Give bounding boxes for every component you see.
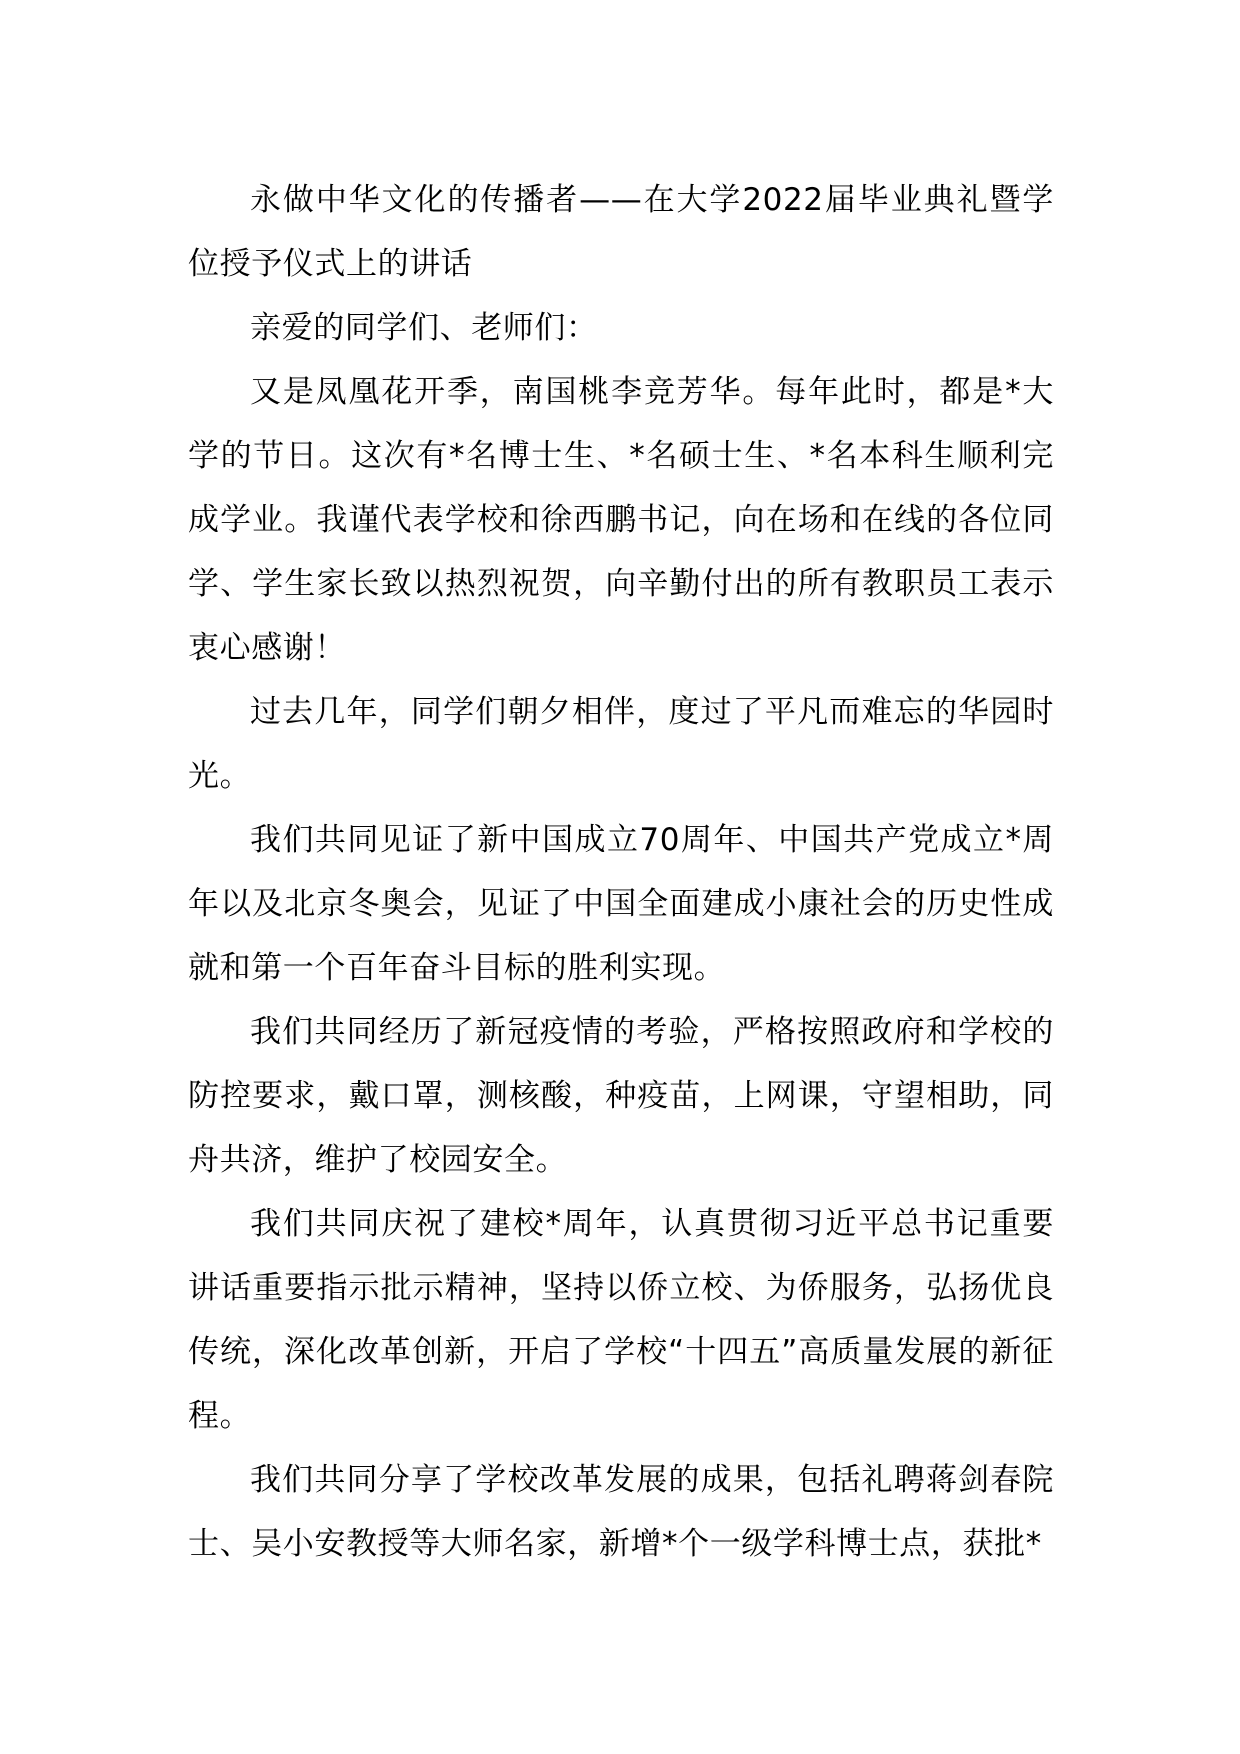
paragraph-1: 又是凤凰花开季，南国桃李竞芳华。每年此时，都是*大学的节日。这次有*名博士生、*名硕士生、*名本科生顺利完成学业。我谨代表学校和徐西鹏书记，向在场和在线的各位同学、学生家长致以热烈祝贺，向辛勤付出的所有教职员工表示衷心感谢！ — [188, 374, 1054, 666]
salutation: 亲爱的同学们、老师们： — [250, 310, 598, 346]
paragraph-6: 我们共同分享了学校改革发展的成果，包括礼聘蒋剑春院士、吴小安教授等大师名家，新增*个一级学科博士点，获批* — [188, 1462, 1054, 1562]
paragraph-5: 我们共同庆祝了建校*周年，认真贯彻习近平总书记重要讲话重要指示批示精神，坚持以侨立校、为侨服务，弘扬优良传统，深化改革创新，开启了学校“十四五”高质量发展的新征程。 — [188, 1206, 1054, 1434]
document-title: 永做中华文化的传播者——在大学2022届毕业典礼暨学位授予仪式上的讲话 — [188, 182, 1054, 282]
paragraph-2: 过去几年，同学们朝夕相伴，度过了平凡而难忘的华园时光。 — [188, 694, 1054, 794]
document-page — [188, 168, 1054, 1576]
paragraph-3: 我们共同见证了新中国成立70周年、中国共产党成立*周年以及北京冬奥会，见证了中国全面建成小康社会的历史性成就和第一个百年奋斗目标的胜利实现。 — [188, 822, 1054, 986]
paragraph-4: 我们共同经历了新冠疫情的考验，严格按照政府和学校的防控要求，戴口罩，测核酸，种疫苗，上网课，守望相助，同舟共济，维护了校园安全。 — [188, 1014, 1054, 1178]
